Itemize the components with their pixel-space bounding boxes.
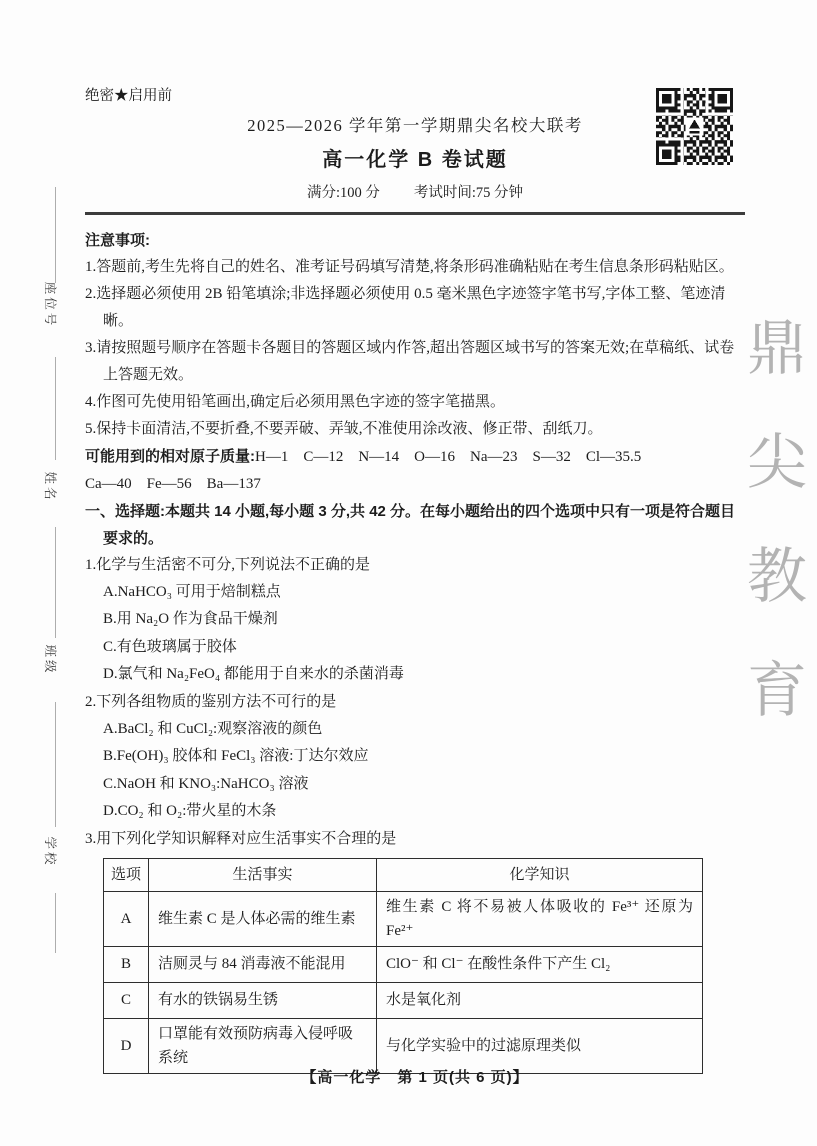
q3-table — [103, 858, 703, 1074]
table-row — [104, 1018, 703, 1073]
seal-line-segment — [55, 702, 56, 827]
seal-label-class: 班级 — [43, 644, 57, 676]
exam-info-line — [85, 181, 745, 202]
option-b: B.用 Na₂O 作为食品干燥剂 — [103, 611, 278, 627]
table-row — [104, 946, 703, 982]
exam-session-title: 2025—2026 学年第一学期鼎尖名校大联考 — [247, 116, 583, 135]
question-stem: 3.用下列化学知识解释对应生活事实不合理的是 — [85, 830, 397, 847]
table-cell: 水是氧化剂 — [377, 982, 703, 1018]
notice-item: 1.答题前,考生先将自己的姓名、准考证号码填写清楚,将条形码准确粘贴在考生信息条形码粘贴区。 — [85, 258, 734, 275]
paper-title: 高一化学 B 卷试题 — [322, 149, 508, 171]
atomic-mass-values: H—1 C—12 N—14 O—16 Na—23 S—32 Cl—35.5 — [255, 448, 642, 465]
question-1 — [85, 552, 745, 689]
score-info: 满分:100 分 — [306, 185, 380, 201]
security-classification: 绝密★启用前 — [85, 88, 172, 104]
option-d: D.CO₂ 和 O₂:带火星的木条 — [103, 803, 277, 819]
notice-heading: 注意事项: — [85, 231, 150, 249]
table-header-option: 选项 — [104, 858, 149, 891]
seal-line-segment — [55, 893, 56, 953]
option-a: A.NaHCO₃ 可用于焙制糕点 — [103, 583, 281, 600]
seal-line-segment — [55, 527, 56, 638]
table-row — [104, 982, 703, 1018]
watermark-char: 尖 — [747, 430, 807, 496]
section-1-heading: 一、选择题:本题共 14 小题,每小题 3 分,共 42 分。在每小题给出的四个选项中只有一项是符合题目要求的。 — [85, 502, 736, 547]
table-header-row — [104, 858, 703, 891]
notice-item: 2.选择题必须使用 2B 铅笔填涂;非选择题必须使用 0.5 毫米黑色字迹签字笔书写,字体工整、笔迹清晰。 — [85, 285, 726, 329]
seal-line-segment — [55, 357, 56, 460]
table-cell: 有水的铁锅易生锈 — [149, 982, 377, 1018]
table-cell: 维生素 C 是人体必需的维生素 — [149, 891, 377, 946]
seal-label-seat-number: 座位号 — [43, 281, 57, 329]
table-cell: 洁厕灵与 84 消毒液不能混用 — [149, 946, 377, 982]
seal-label-school: 学校 — [43, 836, 57, 868]
duration-info: 考试时间:75 分钟 — [413, 185, 524, 201]
notice-item: 5.保持卡面清洁,不要折叠,不要弄破、弄皱,不准使用涂改液、修正带、刮纸刀。 — [85, 420, 603, 437]
atomic-mass-line-2: Ca—40 Fe—56 Ba—137 — [85, 475, 261, 492]
atomic-mass-line-1 — [85, 443, 745, 471]
watermark-char: 教 — [747, 544, 807, 610]
atomic-mass-label: 可能用到的相对原子质量: — [85, 447, 255, 465]
option-d: D.氯气和 Na₂FeO₄ 都能用于自来水的杀菌消毒 — [103, 666, 404, 682]
seal-line-segment — [55, 187, 56, 283]
table-cell: C — [104, 982, 149, 1018]
question-stem: 1.化学与生活密不可分,下列说法不正确的是 — [85, 556, 371, 573]
question-stem: 2.下列各组物质的鉴别方法不可行的是 — [85, 693, 337, 710]
watermark-char: 鼎 — [747, 316, 807, 382]
option-c: C.NaOH 和 KNO₃:NaHCO₃ 溶液 — [103, 775, 309, 792]
brand-watermark — [742, 318, 812, 722]
notice-item: 4.作图可先使用铅笔画出,确定后必须用黑色字迹的签字笔描黑。 — [85, 393, 506, 410]
table-header-chem-knowledge: 化学知识 — [377, 858, 703, 891]
notice-item: 3.请按照题号顺序在答题卡各题目的答题区域内作答,超出答题区域书写的答案无效;在草稿纸、试卷上答题无效。 — [85, 339, 735, 383]
paper-content — [85, 84, 745, 1074]
option-c: C.有色玻璃属于胶体 — [103, 638, 237, 655]
page-footer: 【高一化学 第 1 页(共 6 页)】 — [301, 1069, 529, 1086]
table-cell: 与化学实验中的过滤原理类似 — [377, 1018, 703, 1073]
table-cell: ClO⁻ 和 Cl⁻ 在酸性条件下产生 Cl₂ — [377, 946, 703, 982]
table-cell: D — [104, 1018, 149, 1073]
option-a: A.BaCl₂ 和 CuCl₂:观察溶液的颜色 — [103, 720, 323, 737]
watermark-char: 育 — [747, 658, 807, 724]
table-row — [104, 891, 703, 946]
question-2 — [85, 689, 745, 826]
question-3 — [85, 826, 745, 1074]
table-cell: 口罩能有效预防病毒入侵呼吸系统 — [149, 1018, 377, 1073]
table-header-life-fact: 生活事实 — [149, 858, 377, 891]
table-cell: 维生素 C 将不易被人体吸收的 Fe³⁺ 还原为 Fe²⁺ — [377, 891, 703, 946]
seal-label-name: 姓名 — [43, 471, 57, 503]
header-divider — [85, 212, 745, 215]
option-b: B.Fe(OH)₃ 胶体和 FeCl₃ 溶液:丁达尔效应 — [103, 748, 369, 764]
table-cell: B — [104, 946, 149, 982]
table-cell: A — [104, 891, 149, 946]
